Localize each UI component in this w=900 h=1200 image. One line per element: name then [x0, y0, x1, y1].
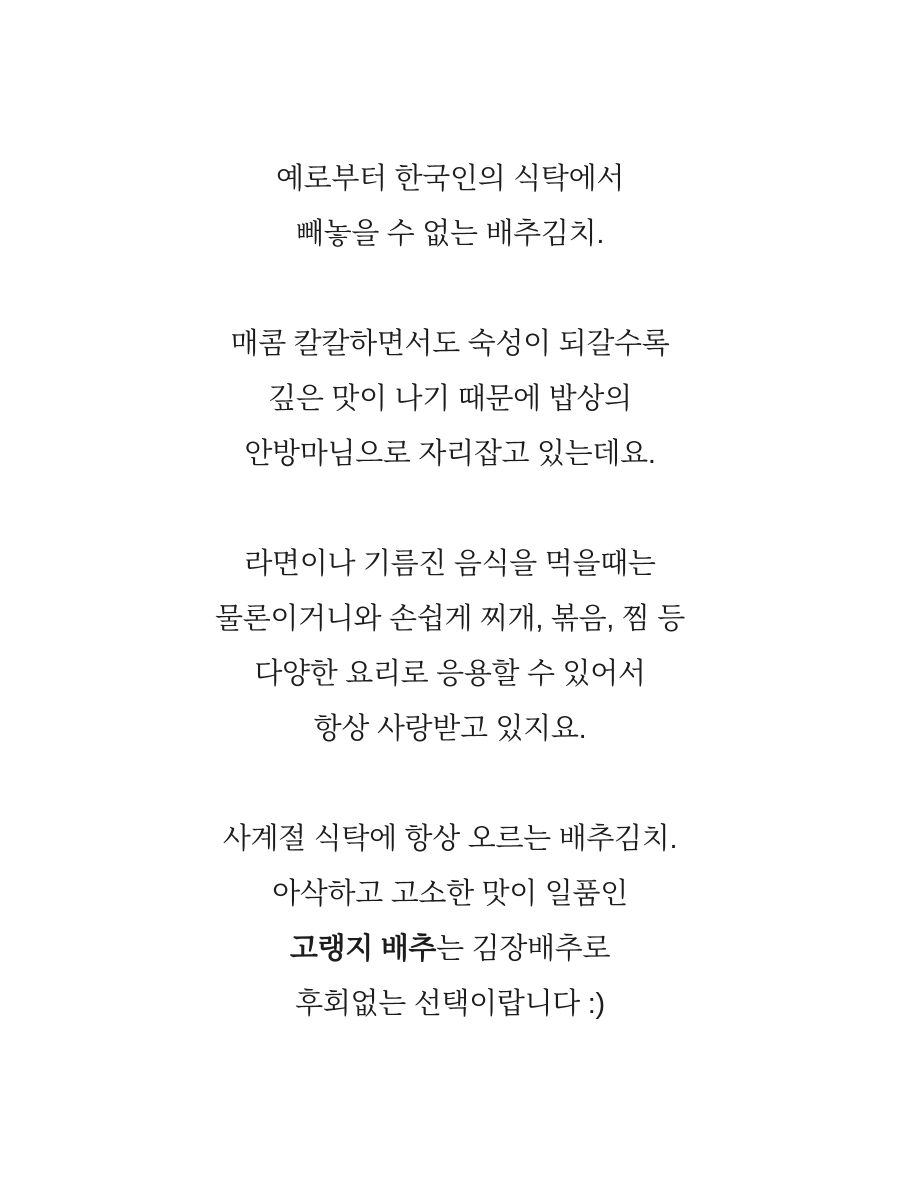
text-line: 안방마님으로 자리잡고 있는데요. — [244, 438, 656, 470]
text-line: 물론이거니와 손쉽게 찌개, 볶음, 찜 등 — [214, 603, 685, 635]
text-line: 예로부터 한국인의 식탁에서 — [275, 163, 625, 195]
text-line-highlight — [223, 922, 678, 977]
paragraph-intro — [276, 152, 624, 262]
text-line: 사계절 식탁에 항상 오르는 배추김치. — [222, 823, 678, 855]
text-line: 빼놓을 수 없는 배추김치. — [295, 218, 605, 250]
text-line-remainder: 는 김장배추로 — [436, 933, 611, 965]
text-line: 매콤 칼칼하면서도 숙성이 되갈수록 — [230, 328, 670, 360]
text-line: 아삭하고 고소한 맛이 일품인 — [272, 878, 628, 910]
text-line: 깊은 맛이 나기 때문에 밥상의 — [268, 383, 632, 415]
text-line: 항상 사랑받고 있지요. — [313, 713, 587, 745]
text-line: 후회없는 선택이랍니다 :) — [295, 988, 605, 1020]
emphasized-product-name: 고랭지 배추 — [289, 933, 437, 965]
paragraph-closing — [223, 812, 678, 1032]
text-line: 라면이나 기름진 음식을 먹을때는 — [244, 548, 656, 580]
text-line: 다양한 요리로 응용할 수 있어서 — [254, 658, 646, 690]
paragraph-usage — [215, 537, 685, 757]
paragraph-flavor — [231, 317, 670, 482]
